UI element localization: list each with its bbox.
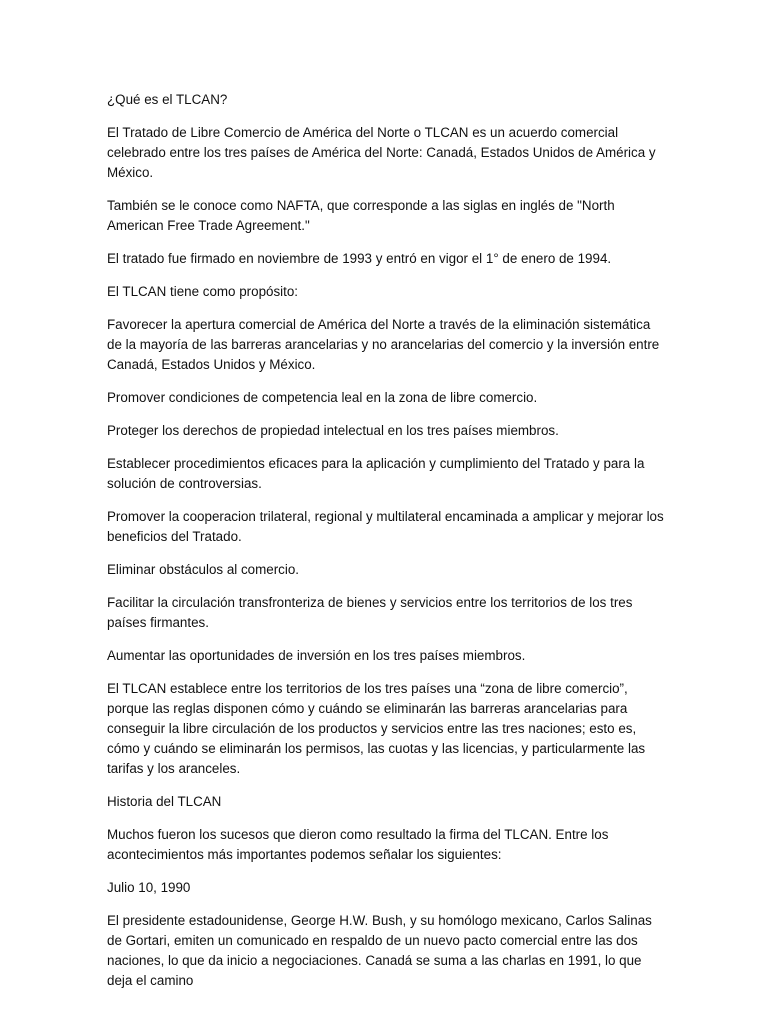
purpose-item: Aumentar las oportunidades de inversión en los tres países miembros. [107, 648, 526, 663]
purpose-item: Promover condiciones de competencia leal en la zona de libre comercio. [107, 390, 538, 405]
purpose-item: Proteger los derechos de propiedad intelectual en los tres países miembros. [107, 423, 559, 438]
purpose-item: Promover la cooperacion trilateral, regional y multilateral encaminada a amplicar y mejorar los beneficios del Tratado. [107, 509, 664, 544]
heading-que-es: ¿Qué es el TLCAN? [107, 92, 228, 107]
paragraph-history-event: El presidente estadounidense, George H.W. Bush, y su homólogo mexicano, Carlos Salinas de Gortari, emiten un comunicado en respaldo de un nuevo pacto comercial entre las dos naciones, lo que da inicio a negociaciones. Canadá se suma a las charlas en 1991, lo que deja el camino [107, 913, 652, 988]
paragraph-definition: El Tratado de Libre Comercio de América del Norte o TLCAN es un acuerdo comercial celebrado entre los tres países de América del Norte: Canadá, Estados Unidos de América y México. [107, 125, 656, 180]
paragraph-nafta: También se le conoce como NAFTA, que corresponde a las siglas en inglés de "North American Free Trade Agreement." [107, 198, 615, 233]
purpose-item: Eliminar obstáculos al comercio. [107, 562, 300, 577]
paragraph-purpose-intro: El TLCAN tiene como propósito: [107, 284, 299, 299]
purpose-item: Favorecer la apertura comercial de América del Norte a través de la eliminación sistemática de la mayoría de las barreras arancelarias y no arancelarias del comercio y la inversión entre Canadá, Estados Unidos y México. [107, 317, 660, 372]
heading-historia: Historia del TLCAN [107, 794, 222, 809]
purpose-item: Establecer procedimientos eficaces para la aplicación y cumplimiento del Tratado y para la solución de controversias. [107, 456, 645, 491]
purpose-item: Facilitar la circulación transfronteriza de bienes y servicios entre los territorios de los tres países firmantes. [107, 595, 633, 630]
paragraph-history-intro: Muchos fueron los sucesos que dieron como resultado la firma del TLCAN. Entre los acontecimientos más importantes podemos señalar los siguientes: [107, 827, 609, 862]
paragraph-dates: El tratado fue firmado en noviembre de 1993 y entró en vigor el 1° de enero de 1994. [107, 251, 612, 266]
date-heading: Julio 10, 1990 [107, 880, 191, 895]
document-page [107, 90, 667, 1004]
paragraph-free-trade-zone: El TLCAN establece entre los territorios de los tres países una “zona de libre comercio”, porque las reglas disponen cómo y cuándo se eliminarán las barreras arancelarias para conseguir la libre circulación de los productos y servicios entre las tres naciones; esto es, cómo y cuándo se eliminarán los permisos, las cuotas y las licencias, y particularmente las tarifas y los aranceles. [107, 681, 646, 776]
